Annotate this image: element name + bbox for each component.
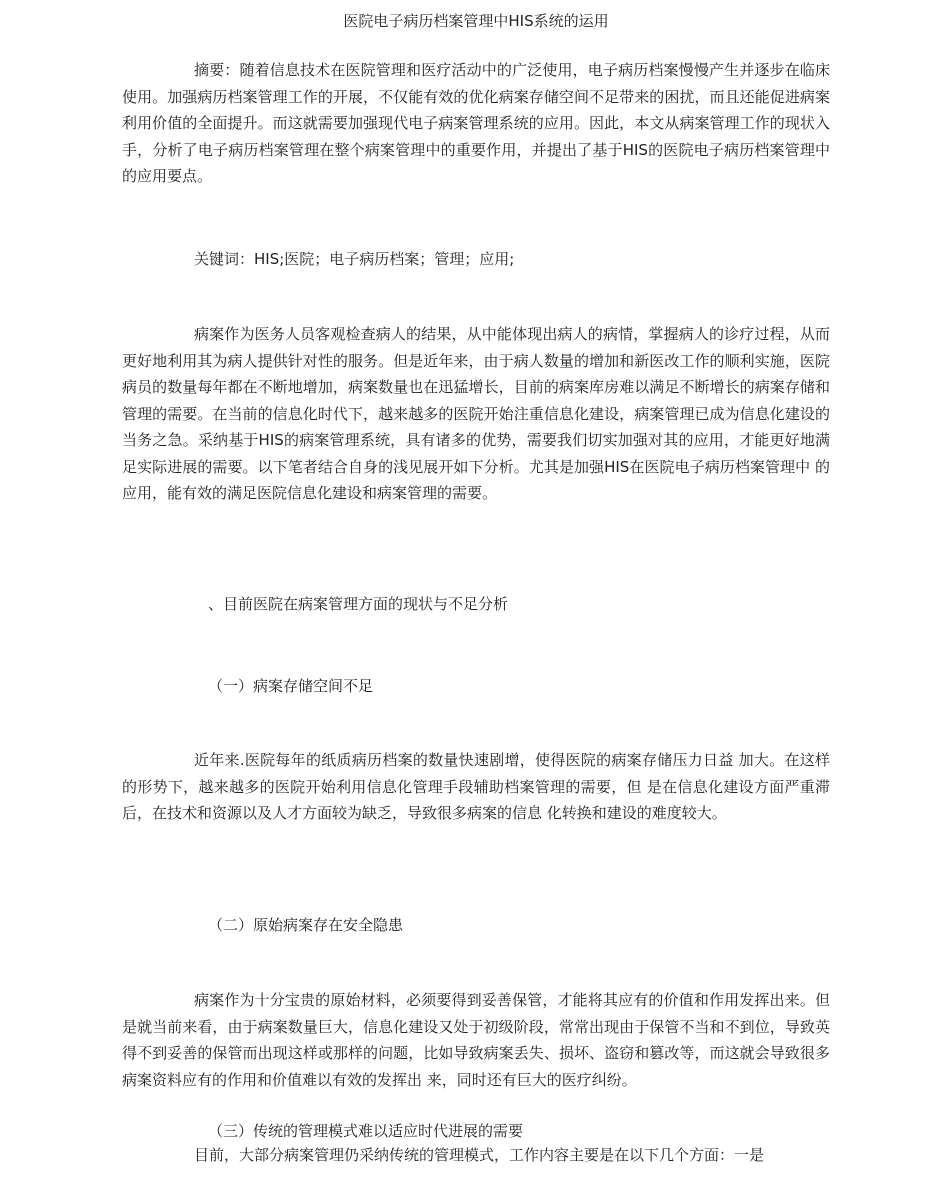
document-title: 医院电子病历档案管理中HIS系统的运用 <box>343 12 609 30</box>
abstract-paragraph: 摘要：随着信息技术在医院管理和医疗活动中的广泛使用，电子病历档案慢慢产生并逐步在临床使用。加强病历档案管理工作的开展，不仅能有效的优化病案存储空间不足带来的困扰，而且还能促进病案利用价值的全面提升。而这就需要加强现代电子病案管理系统的应用。因此，本文从病案管理工作的现状入手，分析了电子病历档案管理在整个病案管理中的重要作用，并提出了基于HIS的医院电子病历档案管理中的应用要点。 <box>122 61 830 185</box>
intro-paragraph: 病案作为医务人员客观检查病人的结果，从中能体现出病人的病情，掌握病人的诊疗过程，从而更好地利用其为病人提供针对性的服务。但是近年来，由于病人数量的增加和新医改工作的顺利实施，医院病员的数量每年都在不断地增加，病案数量也在迅猛增长，目前的病案库房难以满足不断增长的病案存储和管理的需要。在当前的信息化时代下，越来越多的医院开始注重信息化建设，病案管理已成为信息化建设的当务之急。采纳基于HIS的病案管理系统，具有诸多的优势，需要我们切实加强对其的应用，才能更好地满足实际进展的需要。以下笔者结合自身的浅见展开如下分析。尤其是加强HIS在医院电子病历档案管理中 的应用，能有效的满足医院信息化建设和病案管理的需要。 <box>122 325 830 502</box>
section-heading: 、目前医院在病案管理方面的现状与不足分析 <box>208 595 509 613</box>
subsection-paragraph-3: 目前，大部分病案管理仍采纳传统的管理模式，工作内容主要是在以下几个方面：一是 <box>194 1146 765 1164</box>
subsection-heading-2: （二）原始病案存在安全隐患 <box>208 916 404 934</box>
subsection-paragraph-1: 近年来.医院每年的纸质病历档案的数量快速剧增，使得医院的病案存储压力日益 加大。在这样的形势下，越来越多的医院开始利用信息化管理手段辅助档案管理的需要，但 是在信息化建设方面严重滞后，在技术和资源以及人才方面较为缺乏，导致很多病案的信息 化转换和建设的难度较大。 <box>122 751 830 822</box>
keywords-line: 关键词：HIS;医院；电子病历档案；管理；应用; <box>194 250 515 268</box>
subsection-heading-3: （三）传统的管理模式难以适应时代进展的需要 <box>208 1122 524 1140</box>
subsection-paragraph-2: 病案作为十分宝贵的原始材料，必须要得到妥善保管，才能将其应有的价值和作用发挥出来。但是就当前来看，由于病案数量巨大，信息化建设又处于初级阶段，常常出现由于保管不当和不到位，导致英得不到妥善的保管而出现这样或那样的问题，比如导致病案丢失、损坏、盗窃和篡改等，而这就会导致很多病案资料应有的作用和价值难以有效的发挥出 来，同时还有巨大的医疗纠纷。 <box>122 991 830 1089</box>
subsection-heading-1: （一）病案存储空间不足 <box>208 677 374 695</box>
